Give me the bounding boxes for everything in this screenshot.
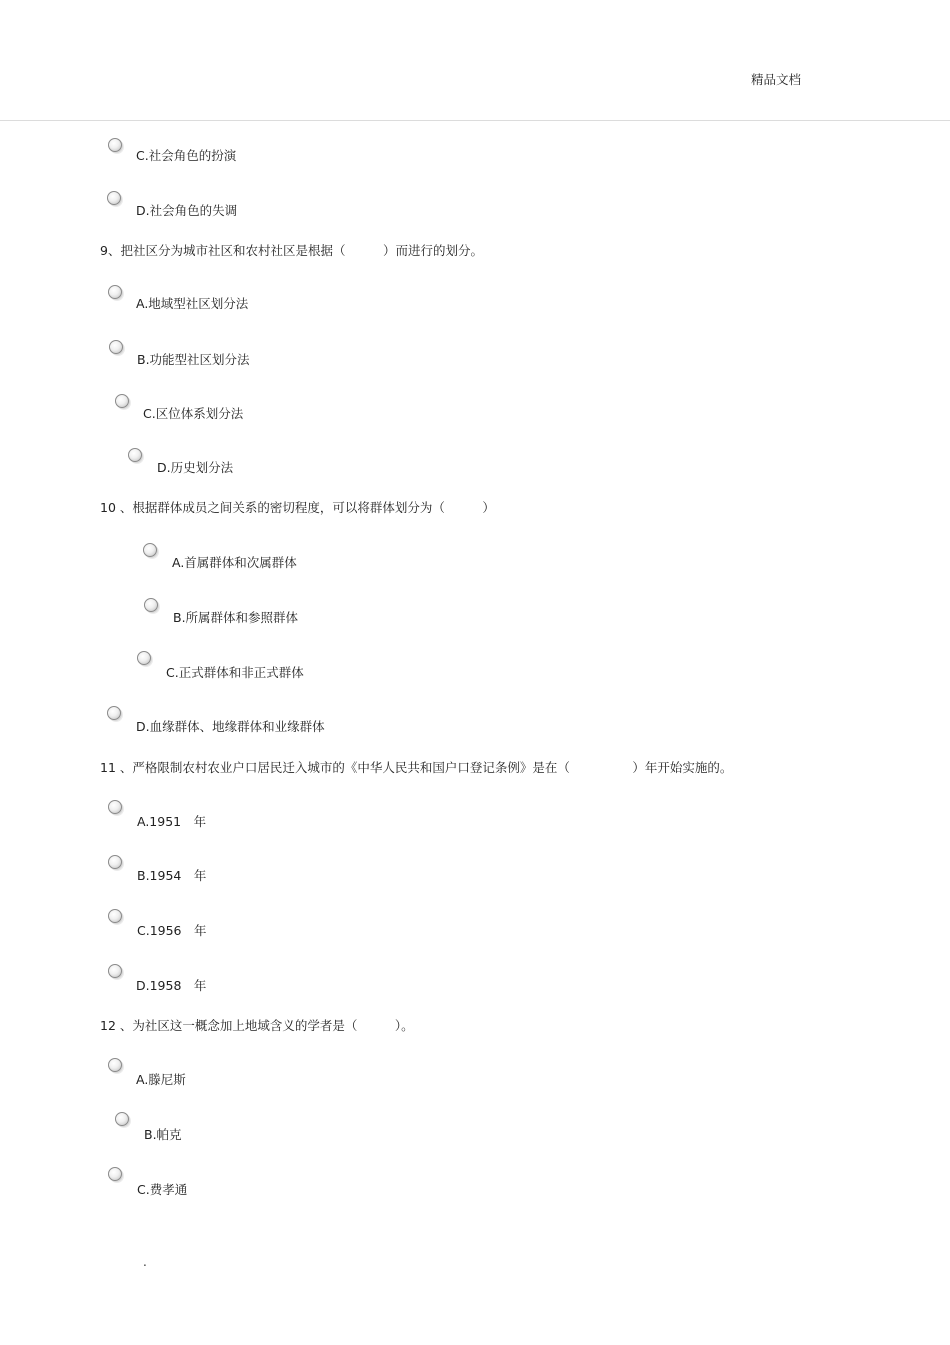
option-label: C.区位体系划分法 (143, 406, 244, 421)
radio-icon[interactable] (108, 1167, 122, 1181)
radio-icon[interactable] (108, 138, 122, 152)
option-label: D.历史划分法 (157, 460, 234, 475)
header-title: 精品文档 (751, 72, 802, 87)
option-label: C.社会角色的扮演 (136, 148, 237, 163)
option-label: D.血缘群体、地缘群体和业缘群体 (136, 719, 325, 734)
option-label: C.1956 年 (137, 923, 207, 938)
radio-icon[interactable] (115, 1112, 129, 1126)
option-label: A.1951 年 (137, 814, 207, 829)
radio-icon[interactable] (109, 340, 123, 354)
radio-icon[interactable] (108, 964, 122, 978)
radio-icon[interactable] (108, 800, 122, 814)
option-label: A.地域型社区划分法 (136, 296, 249, 311)
option-label: B.1954 年 (137, 868, 207, 883)
option-label: A.滕尼斯 (136, 1072, 186, 1087)
radio-icon[interactable] (115, 394, 129, 408)
question-10-text: 10 、根据群体成员之间关系的密切程度，可以将群体划分为（ ） (100, 500, 495, 515)
option-label: B.所属群体和参照群体 (173, 610, 299, 625)
option-label: C.正式群体和非正式群体 (166, 665, 304, 680)
radio-icon[interactable] (108, 909, 122, 923)
option-label: B.帕克 (144, 1127, 182, 1142)
option-label: B.功能型社区划分法 (137, 352, 250, 367)
header-divider (0, 120, 950, 121)
radio-icon[interactable] (144, 598, 158, 612)
footer-mark: . (143, 1255, 147, 1269)
radio-icon[interactable] (128, 448, 142, 462)
radio-icon[interactable] (143, 543, 157, 557)
option-label: A.首属群体和次属群体 (172, 555, 297, 570)
radio-icon[interactable] (107, 706, 121, 720)
question-9-text: 9、把社区分为城市社区和农村社区是根据（ ）而进行的划分。 (100, 243, 483, 258)
radio-icon[interactable] (107, 191, 121, 205)
option-label: D.社会角色的失调 (136, 203, 238, 218)
question-11-text: 11 、严格限制农村农业户口居民迁入城市的《中华人民共和国户口登记条例》是在（ ）年开始实施的。 (100, 760, 733, 775)
radio-icon[interactable] (108, 1058, 122, 1072)
radio-icon[interactable] (108, 285, 122, 299)
radio-icon[interactable] (108, 855, 122, 869)
question-12-text: 12 、为社区这一概念加上地域含义的学者是（ ）。 (100, 1018, 414, 1033)
option-label: C.费孝通 (137, 1182, 188, 1197)
option-label: D.1958 年 (136, 978, 207, 993)
radio-icon[interactable] (137, 651, 151, 665)
